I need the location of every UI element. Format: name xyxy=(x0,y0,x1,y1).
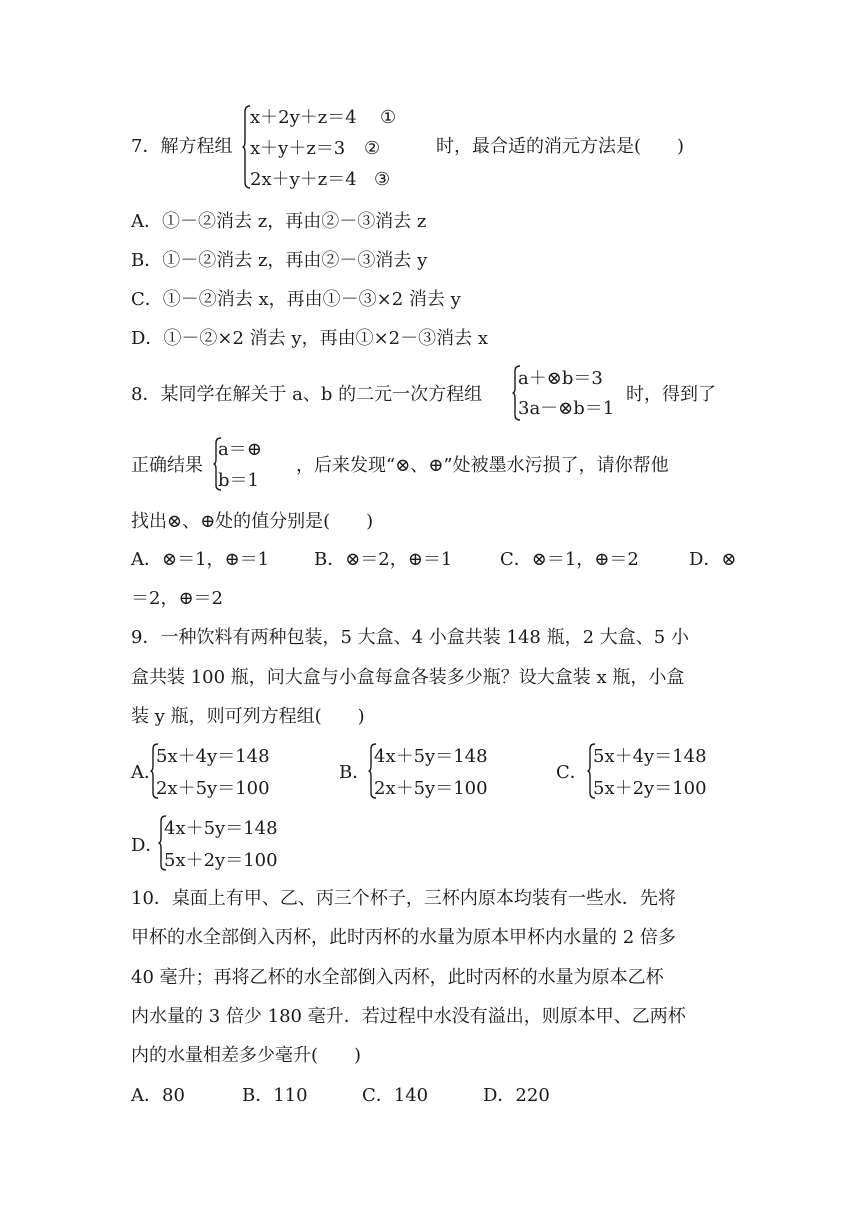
q9-a-eq1: 5x＋4y＝148 xyxy=(156,746,270,767)
q8-eq2: 3a－⊗b＝1 xyxy=(518,398,615,419)
q8-line2-prefix: 正确结果 xyxy=(131,455,203,476)
q7-option-c: C．①－②消去 x，再由①－③×2 消去 y xyxy=(131,289,461,310)
q9-option-b-system xyxy=(368,742,508,804)
q9-c-eq2: 5x＋2y＝100 xyxy=(593,778,707,799)
q7-suffix: 时，最合适的消元方法是( ) xyxy=(436,136,685,157)
q8-line3: 找出⊗、⊕处的值分别是( ) xyxy=(131,511,374,532)
q8-option-d-continued: ＝2，⊕＝2 xyxy=(131,588,223,609)
q8-option-a: A．⊗＝1，⊕＝1 xyxy=(131,549,270,570)
q9-option-b-label: B． xyxy=(339,762,371,783)
q7-marker-2: ② xyxy=(364,138,381,159)
q9-option-a-label: A． xyxy=(131,762,162,783)
q9-line-2: 盒共装 100 瓶，问大盒与小盒每盒各装多少瓶？设大盒装 x 瓶，小盒 xyxy=(131,667,685,688)
q9-line-1: 9．一种饮料有两种包装，5 大盒、4 小盒共装 148 瓶，2 大盒、5 小 xyxy=(131,627,689,648)
q10-line-3: 40 毫升；再将乙杯的水全部倒入丙杯，此时丙杯的水量为原本乙杯 xyxy=(131,967,664,988)
q10-line-4: 内水量的 3 倍少 180 毫升．若过程中水没有溢出，则原本甲、乙两杯 xyxy=(131,1006,686,1027)
q8-result-system xyxy=(213,436,293,496)
q9-d-eq1: 4x＋5y＝148 xyxy=(164,818,278,839)
q7-marker-1: ① xyxy=(380,107,397,128)
q9-c-eq1: 5x＋4y＝148 xyxy=(593,746,707,767)
q9-option-c-label: C． xyxy=(556,762,588,783)
q10-line-1: 10．桌面上有甲、乙、丙三个杯子，三杯内原本均装有一些水．先将 xyxy=(131,888,676,909)
q7-eq3: 2x＋y＋z＝4 xyxy=(250,169,357,190)
q8-result-2: b＝1 xyxy=(218,470,259,491)
q10-option-c: C．140 xyxy=(362,1085,429,1106)
q9-b-eq1: 4x＋5y＝148 xyxy=(374,746,488,767)
q9-option-d-label: D． xyxy=(131,835,164,856)
q9-option-c-system xyxy=(587,742,727,804)
q8-eq1: a＋⊗b＝3 xyxy=(518,368,603,389)
q8-equation-system xyxy=(512,364,632,426)
q8-option-b: B．⊗＝2，⊕＝1 xyxy=(314,549,453,570)
q8-option-d: D．⊗ xyxy=(689,549,737,570)
q8-option-c: C．⊗＝1，⊕＝2 xyxy=(500,549,639,570)
q9-d-eq2: 5x＋2y＝100 xyxy=(164,850,278,871)
q10-option-b: B．110 xyxy=(242,1085,308,1106)
q9-option-a-system xyxy=(150,742,290,804)
q8-prefix: 8．某同学在解关于 a、b 的二元一次方程组 xyxy=(131,384,483,405)
q7-marker-3: ③ xyxy=(374,169,391,190)
q9-line-3: 装 y 瓶，则可列方程组( ) xyxy=(131,706,365,727)
q9-a-eq2: 2x＋5y＝100 xyxy=(156,778,270,799)
q10-line-2: 甲杯的水全部倒入丙杯，此时丙杯的水量为原本甲杯内水量的 2 倍多 xyxy=(131,927,676,948)
q7-option-b: B．①－②消去 z，再由②－③消去 y xyxy=(131,250,428,271)
q8-suffix: 时，得到了 xyxy=(626,384,716,405)
q7-option-d: D．①－②×2 消去 y，再由①×2－③消去 x xyxy=(131,328,488,349)
q8-line2-suffix: ，后来发现“⊗、⊕”处被墨水污损了，请你帮他 xyxy=(296,455,669,476)
q7-option-a: A．①－②消去 z，再由②－③消去 z xyxy=(131,211,427,232)
q10-line-5: 内的水量相差多少毫升( ) xyxy=(131,1045,362,1066)
q7-eq2: x＋y＋z＝3 xyxy=(250,138,346,159)
q10-option-d: D．220 xyxy=(483,1085,550,1106)
q7-prefix: 7．解方程组 xyxy=(131,136,233,157)
q7-eq1: x＋2y＋z＝4 xyxy=(250,107,357,128)
q10-option-a: A．80 xyxy=(131,1085,185,1106)
q9-option-d-system xyxy=(158,814,298,876)
q7-equation-system xyxy=(242,104,412,194)
q8-result-1: a＝⊕ xyxy=(218,439,262,460)
q9-b-eq2: 2x＋5y＝100 xyxy=(374,778,488,799)
